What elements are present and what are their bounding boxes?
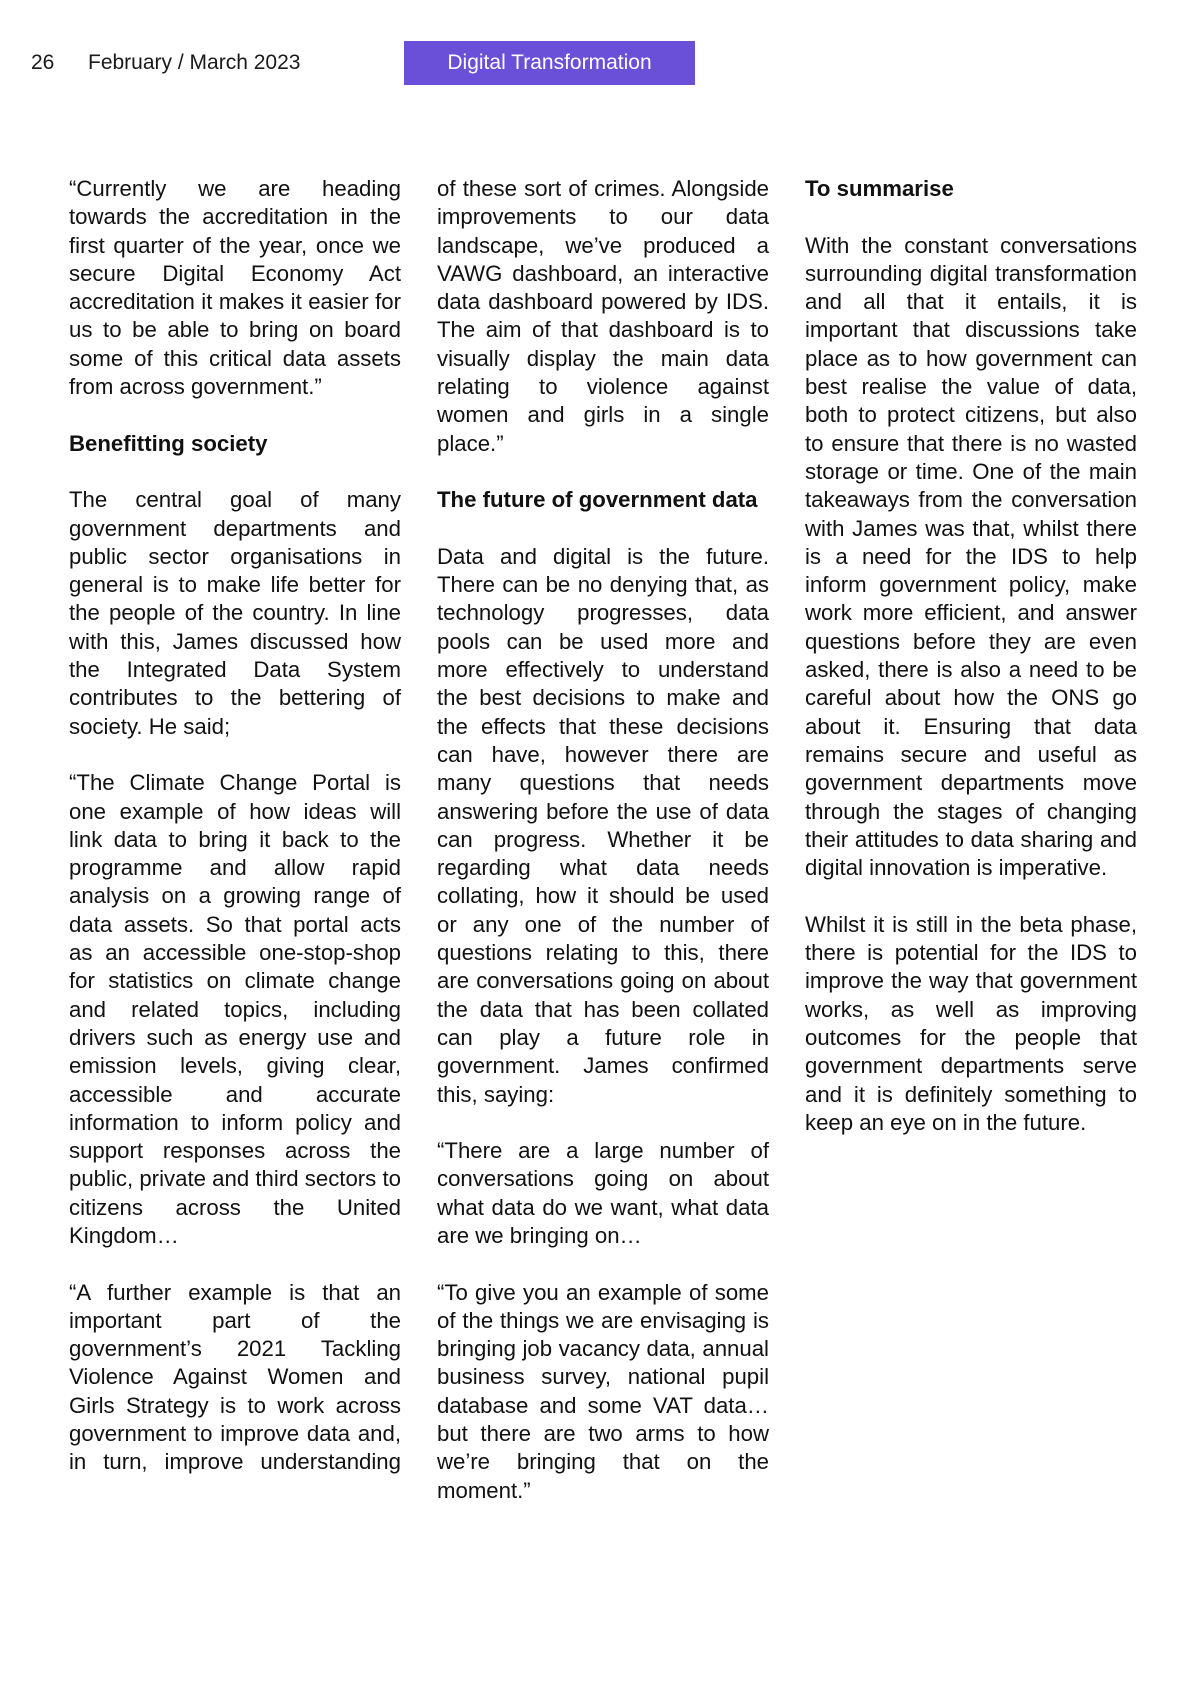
paragraph: Data and digital is the future. There can be no denying that, as technology progresses, data pools can be used more and more effectively to understand the best decisions to make and the effects that these decisions can have, however there are many questions that needs answering before the use of data can progress. Whether it be regarding what data needs collating, how it should be used or any one of the number of questions relating to this, there are conversations going on about the data that has been collated can play a future role in government. James confirmed this, saying: xyxy=(437,543,769,1107)
paragraph: of these sort of crimes. Alongside improvements to our data landscape, we’ve produced a VAWG dashboard, an interactive data dashboard powered by IDS. The aim of that dashboard is to visually display the main data relating to violence against women and girls in a single place.” xyxy=(437,176,769,456)
subheading-to-summarise: To summarise xyxy=(805,176,954,201)
paragraph: “There are a large number of conversations going on about what data do we want, what data are we bringing on… xyxy=(437,1138,769,1248)
issue-date: February / March 2023 xyxy=(88,51,301,74)
page-number: 26 xyxy=(31,51,55,74)
page-header xyxy=(0,41,1200,85)
paragraph: The central goal of many government departments and public sector organisations in general is to make life better for the people of the country. In line with this, James discussed how the Integrated Data System contributes to the bettering of society. He said; xyxy=(69,487,401,739)
paragraph: With the constant conversations surrounding digital transformation and all that it entails, it is important that discussions take place as to how government can best realise the value of data, both to protect citizens, but also to ensure that there is no wasted storage or time. One of the main takeaways from the conversation with James was that, whilst there is a need for the IDS to help inform government policy, make work more efficient, and answer questions before they are even asked, there is also a need to be careful about how the ONS go about it. Ensuring that data remains secure and useful as government departments move through the stages of changing their attitudes to data sharing and digital innovation is imperative. xyxy=(805,232,1137,881)
section-banner: Digital Transformation xyxy=(404,41,695,85)
article-column-1 xyxy=(69,175,401,1477)
article-column-3 xyxy=(805,175,1137,1165)
subheading-benefitting-society: Benefitting society xyxy=(69,430,268,456)
paragraph: “The Climate Change Portal is one example of how ideas will link data to bring it back to the programme and allow rapid analysis on a growing range of data assets. So that portal acts as an accessible one-stop-shop for statistics on climate change and related topics, including drivers such as energy use and emission levels, giving clear, accessible and accurate information to inform policy and support responses across the public, private and third sectors to citizens across the United Kingdom… xyxy=(69,770,401,1248)
paragraph: “To give you an example of some of the things we are envisaging is bringing job vacancy data, annual business survey, national pupil database and some VAT data… but there are two arms to how we’re bringing that on the moment.” xyxy=(437,1279,769,1503)
subheading-future-of-government-data: The future of government data xyxy=(437,487,758,513)
paragraph: “Currently we are heading towards the accreditation in the first quarter of the year, once we secure Digital Economy Act accreditation it makes it easier for us to be able to bring on board some of this critical data assets from across government.” xyxy=(69,176,401,400)
article-column-2 xyxy=(437,175,769,1533)
paragraph: “A further example is that an important part of the government’s 2021 Tackling Violence Against Women and Girls Strategy is to work across government to improve data and, in turn, improve understanding xyxy=(69,1279,401,1475)
paragraph: Whilst it is still in the beta phase, there is potential for the IDS to improve the way that government works, as well as improving outcomes for the people that government departments serve and it is definitely something to keep an eye on in the future. xyxy=(805,911,1137,1135)
